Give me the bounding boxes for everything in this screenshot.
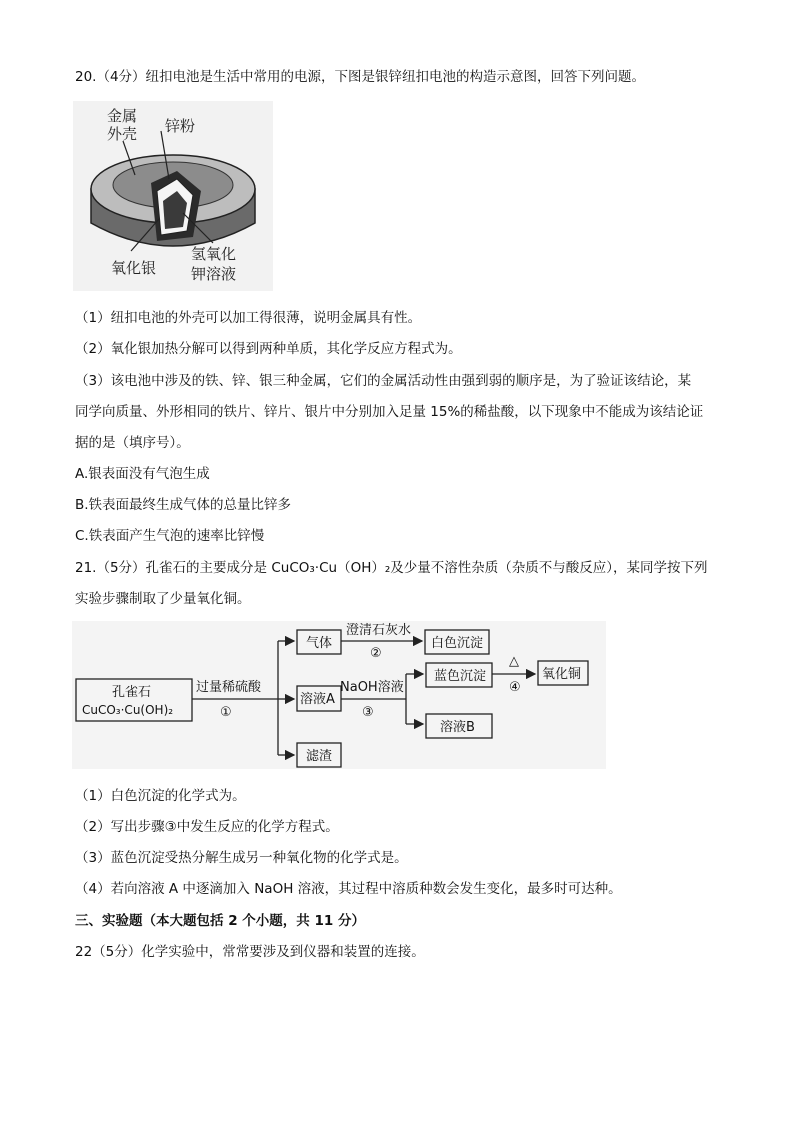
- flow-white-ppt: 白色沉淀: [431, 636, 484, 651]
- button-battery-figure: [73, 101, 273, 291]
- label-silver-oxide: 氧化银: [111, 259, 157, 277]
- malachite-flowchart: [72, 621, 606, 769]
- q21-part-3: （3）蓝色沉淀受热分解生成另一种氧化物的化学式是。: [75, 850, 408, 866]
- label-shell-1: 金属: [107, 107, 138, 125]
- flow-gas: 气体: [306, 636, 333, 651]
- flow-solution-a: 溶液A: [300, 692, 335, 707]
- label-koh-2: 钾溶液: [191, 265, 237, 283]
- flow-start-name: 孔雀石: [112, 685, 152, 700]
- q20-option-a: A.银表面没有气泡生成: [75, 466, 210, 482]
- q20-part-3c: 据的是（填序号）。: [75, 435, 190, 451]
- flow-reagent-2: 澄清石灰水: [346, 623, 412, 638]
- flow-start-formula: CuCO₃·Cu(OH)₂: [82, 703, 174, 717]
- label-zinc: 锌粉: [165, 117, 196, 135]
- flow-delta: △: [509, 654, 519, 669]
- section-3-title: 三、实验题（本大题包括 2 个小题，共 11 分）: [75, 913, 365, 929]
- flowchart-diagram: [72, 621, 606, 769]
- flow-solution-b: 溶液B: [440, 720, 475, 735]
- q20-part-3b: 同学向质量、外形相同的铁片、锌片、银片中分别加入足量 15%的稀盐酸，以下现象中不能成为该结论证: [75, 404, 704, 420]
- label-koh-1: 氢氧化: [191, 245, 237, 263]
- q20-part-1: （1）纽扣电池的外壳可以加工得很薄，说明金属具有性。: [75, 310, 422, 326]
- q20-option-c: C.铁表面产生气泡的速率比锌慢: [75, 528, 265, 544]
- q21-part-2: （2）写出步骤③中发生反应的化学方程式。: [75, 819, 339, 835]
- flow-reagent-1: 过量稀硫酸: [196, 680, 262, 695]
- flow-step-2: ②: [370, 646, 382, 661]
- flow-step-4: ④: [509, 680, 521, 695]
- flow-copper-oxide: 氧化铜: [542, 667, 582, 682]
- q21-stem-b: 实验步骤制取了少量氧化铜。: [75, 591, 251, 607]
- flow-step-3: ③: [362, 705, 374, 720]
- q20-part-3a: （3）该电池中涉及的铁、锌、银三种金属，它们的金属活动性由强到弱的顺序是，为了验证该结论，某: [75, 373, 692, 389]
- q21-part-4: （4）若向溶液 A 中逐滴加入 NaOH 溶液，其过程中溶质种数会发生变化，最多时可达种。: [75, 881, 622, 897]
- flow-residue: 滤渣: [306, 749, 333, 764]
- flow-reagent-3: NaOH溶液: [340, 680, 404, 695]
- button-battery-diagram: [73, 101, 273, 291]
- q20-stem: 20.（4分）纽扣电池是生活中常用的电源，下图是银锌纽扣电池的构造示意图，回答下列问题。: [75, 69, 646, 85]
- q21-stem-a: 21.（5分）孔雀石的主要成分是 CuCO₃·Cu（OH）₂及少量不溶性杂质（杂质不与酸反应），某同学按下列: [75, 560, 708, 576]
- label-shell-2: 外壳: [107, 125, 138, 143]
- q22-stem: 22（5分）化学实验中，常常要涉及到仪器和装置的连接。: [75, 944, 425, 960]
- q20-part-2: （2）氧化银加热分解可以得到两种单质，其化学反应方程式为。: [75, 341, 462, 357]
- q20-option-b: B.铁表面最终生成气体的总量比锌多: [75, 497, 292, 513]
- q21-part-1: （1）白色沉淀的化学式为。: [75, 788, 246, 804]
- flow-blue-ppt: 蓝色沉淀: [434, 669, 487, 684]
- flow-step-1: ①: [220, 705, 232, 720]
